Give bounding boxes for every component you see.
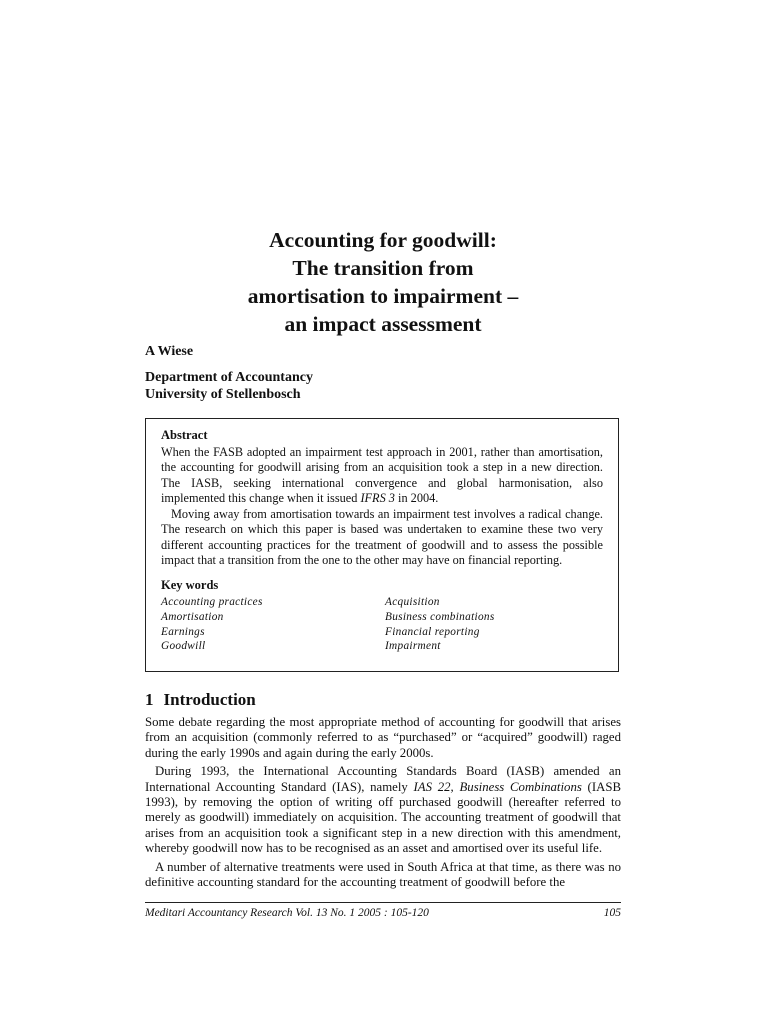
author-affiliation <box>145 369 313 403</box>
title-line: The transition from <box>292 256 474 280</box>
body-text-run: (IASB 1993), by removing the option of writing off purchased goodwill (hereafter referred to merely as goodwill) immediately on acquisition. The accounting treatment of goodwill that arises from an acquisition took a significant step in a new direction with this amendment, whereby goodwill now has to be recognised as an asset and amortised over its useful life. <box>145 779 621 856</box>
footer-rule <box>145 902 621 903</box>
abstract-text: in 2004. <box>394 490 439 505</box>
body-text-run: During 1993, the International Accounting Standards Board (IASB) amended an International Accounting Standard (IAS), namely <box>145 764 621 794</box>
keywords-heading: Key words <box>161 578 219 593</box>
body-paragraph-2 <box>145 764 621 856</box>
keyword: Earnings <box>161 625 205 638</box>
abstract-box <box>145 418 619 672</box>
abstract-paragraph-1 <box>161 445 603 506</box>
paper-title <box>145 226 621 338</box>
paper-page <box>145 0 621 1024</box>
keyword: Acquisition <box>385 596 440 609</box>
standard-reference: IAS 22, Business Combinations <box>413 779 582 794</box>
body-text <box>145 715 621 893</box>
keyword: Accounting practices <box>161 596 263 609</box>
keyword: Amortisation <box>161 610 224 623</box>
keyword: Impairment <box>385 640 441 653</box>
body-paragraph-1: Some debate regarding the most appropriate method of accounting for goodwill that arises from an acquisition (commonly referred to as “purchased” or “acquired” goodwill) raged during the early 1990s and again during the early 2000s. <box>145 715 621 760</box>
keyword: Financial reporting <box>385 625 480 638</box>
section-heading <box>145 690 256 710</box>
keyword: Business combinations <box>385 610 495 623</box>
author-name: A Wiese <box>145 344 194 359</box>
journal-citation: Meditari Accountancy Research Vol. 13 No. 1 2005 : 105-120 <box>145 907 429 919</box>
title-line: amortisation to impairment – <box>247 284 519 308</box>
affiliation-university: University of Stellenbosch <box>145 387 301 402</box>
title-line: Accounting for goodwill: <box>269 228 497 252</box>
section-title: Introduction <box>163 690 256 709</box>
page-number: 105 <box>603 907 621 919</box>
body-paragraph-3: A number of alternative treatments were used in South Africa at that time, as there was no definitive accounting standard for the accounting treatment of goodwill before the <box>145 859 621 890</box>
abstract-heading: Abstract <box>161 428 208 442</box>
title-line: an impact assessment <box>284 312 482 336</box>
abstract-text: When the FASB adopted an impairment test approach in 2001, rather than amortisation, the accounting for goodwill arising from an acquisition took a step in a new direction. The IASB, seeking international convergence and global harmonisation, also implemented this change when it issued <box>161 445 603 505</box>
keyword: Goodwill <box>161 640 206 653</box>
abstract-emphasis: IFRS 3 <box>360 490 395 505</box>
abstract-paragraph-2: Moving away from amortisation towards an impairment test involves a radical change. The research on which this paper is based was undertaken to examine these two very different accounting practices for the treatment of goodwill and to assess the possible impact that a transition from the one to the other may have on financial reporting. <box>161 507 603 568</box>
section-number: 1 <box>145 690 154 709</box>
keywords-list <box>161 595 603 653</box>
affiliation-department: Department of Accountancy <box>145 370 313 385</box>
